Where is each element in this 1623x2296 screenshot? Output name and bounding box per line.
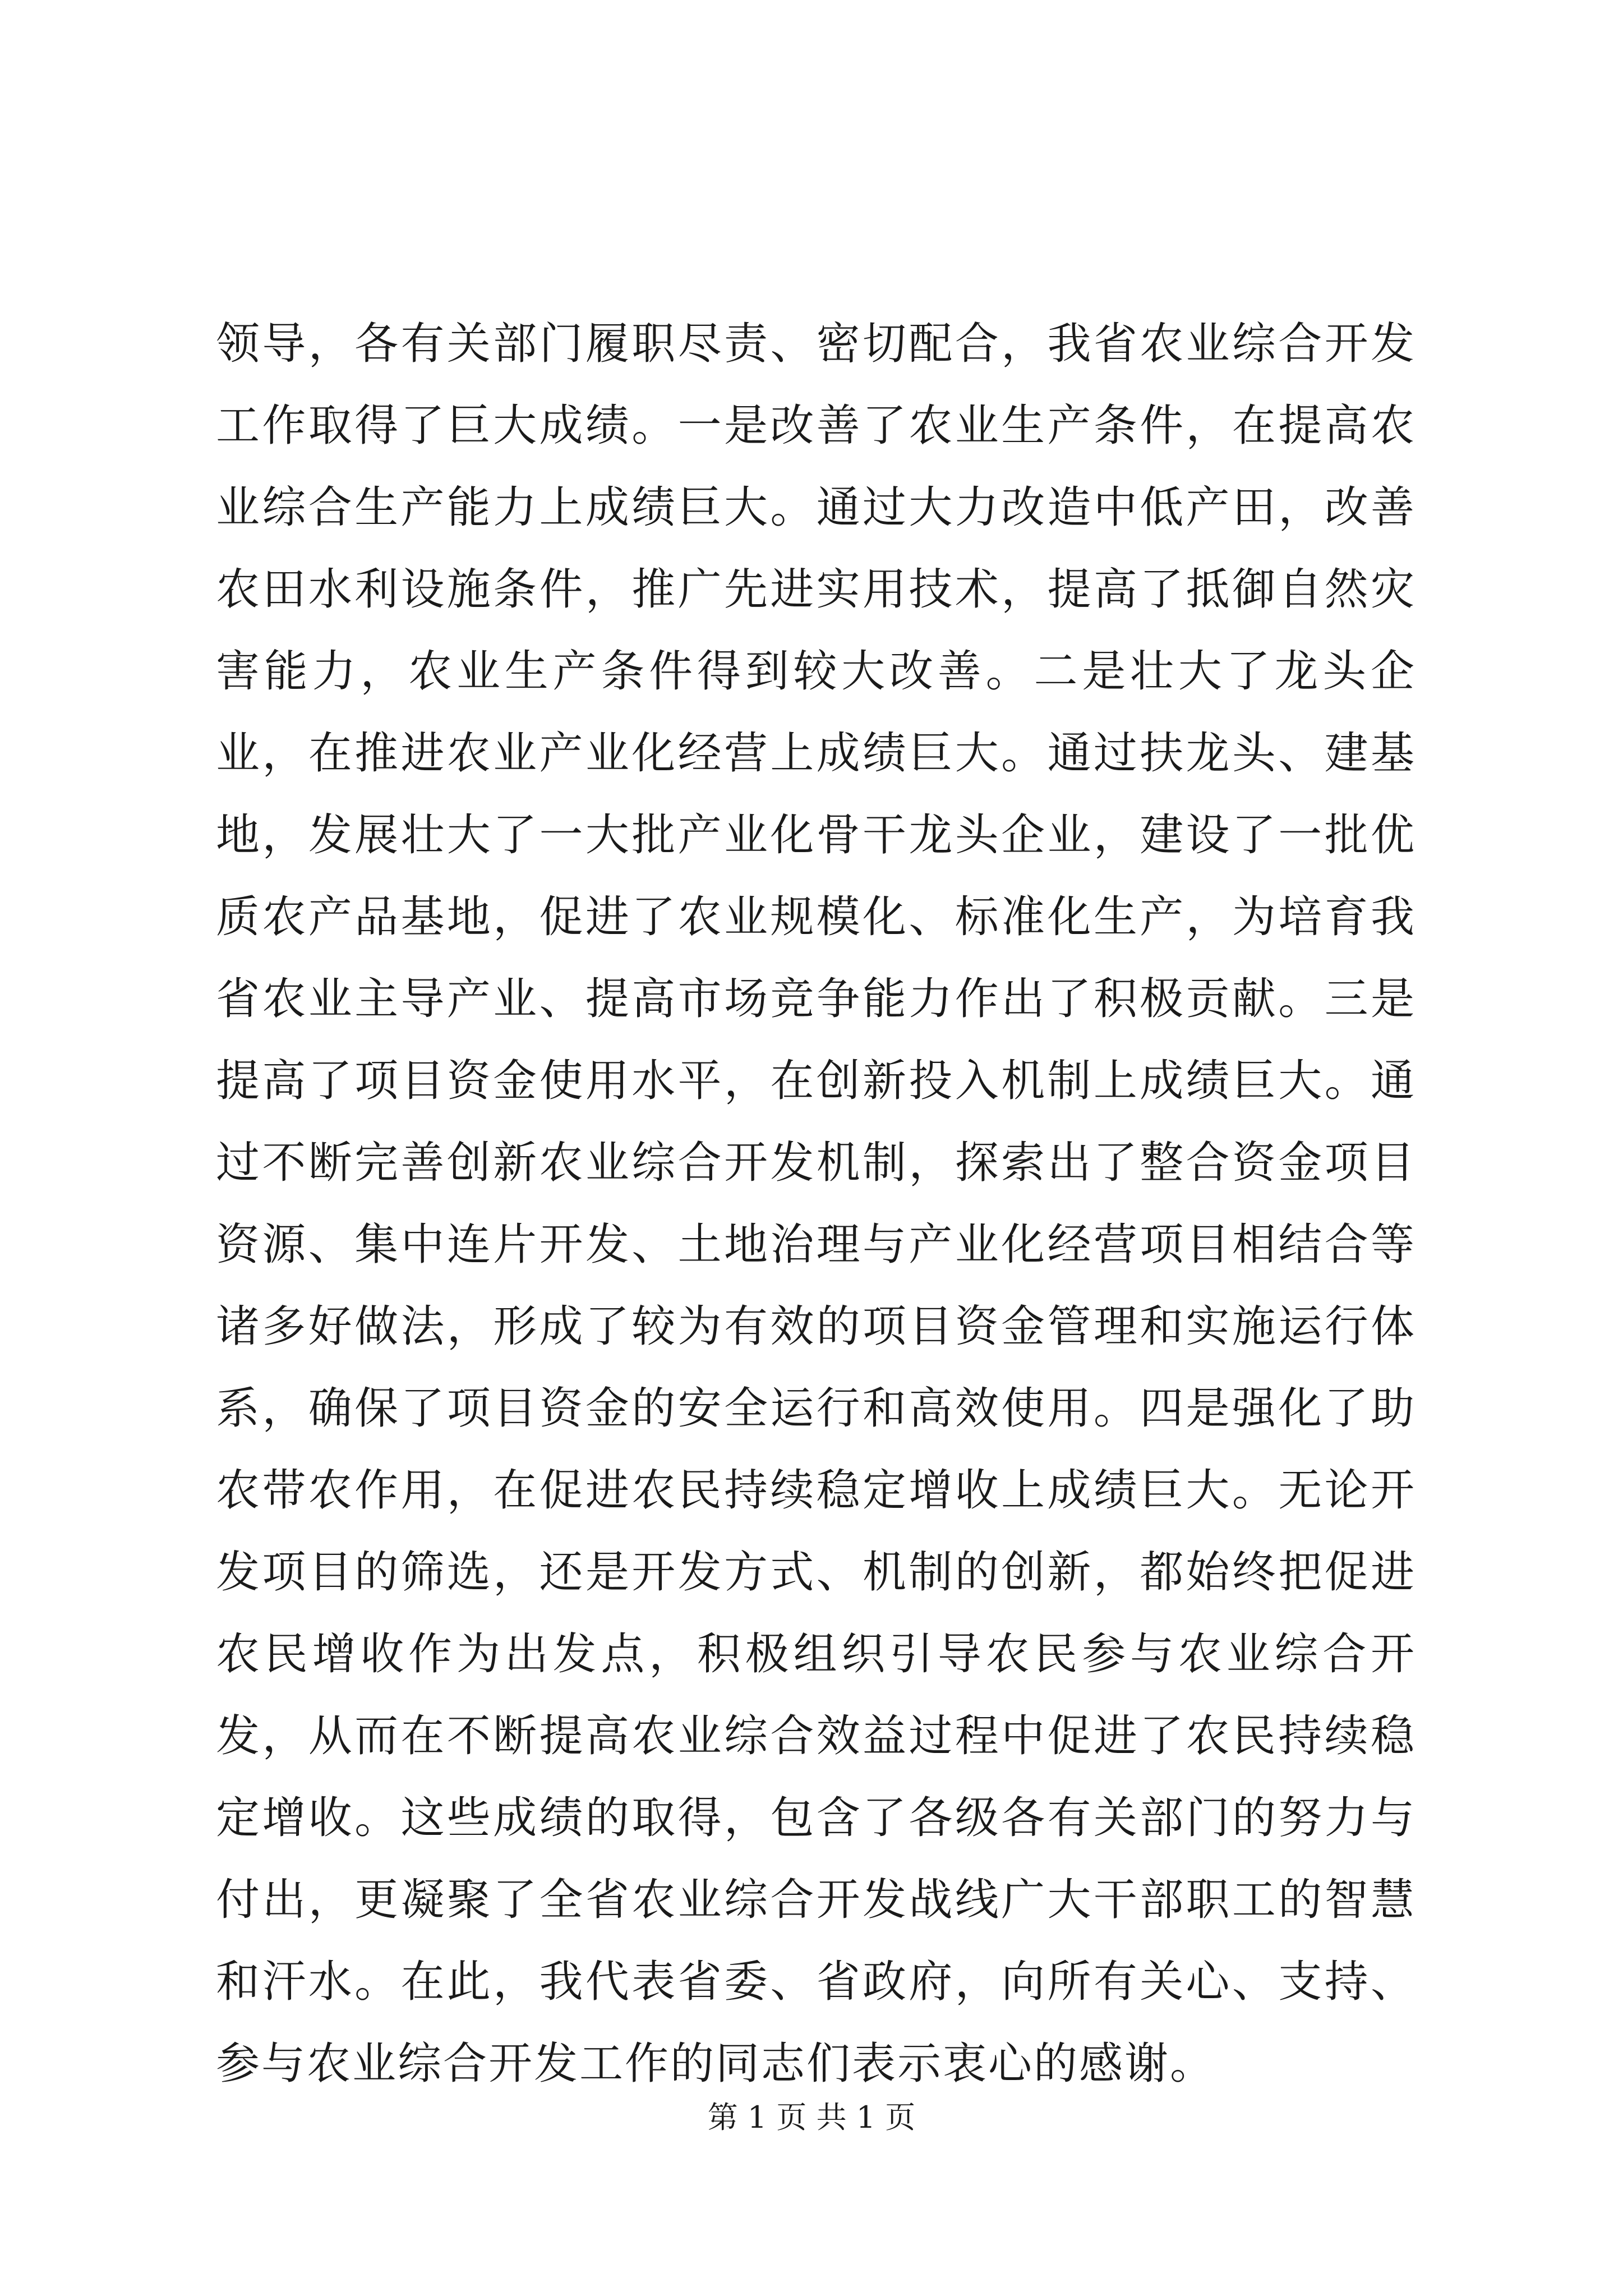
page-footer: 第 1 页 共 1 页: [707, 2100, 916, 2135]
body-paragraph: 领导，各有关部门履职尽责、密切配合，我省农业综合开发工作取得了巨大成绩。一是改善了农业生产条件，在提高农业综合生产能力上成绩巨大。通过大力改造中低产田，改善农田水利设施条件，推广先进实用技术，提高了抵御自然灾害能力，农业生产条件得到较大改善。二是壮大了龙头企业，在推进农业产业化经营上成绩巨大。通过扶龙头、建基地，发展壮大了一大批产业化骨干龙头企业，建设了一批优质农产品基地，促进了农业规模化、标准化生产，为培育我省农业主导产业、提高市场竞争能力作出了积极贡献。三是提高了项目资金使用水平，在创新投入机制上成绩巨大。通过不断完善创新农业综合开发机制，探索出了整合资金项目资源、集中连片开发、土地治理与产业化经营项目相结合等诸多好做法，形成了较为有效的项目资金管理和实施运行体系，确保了项目资金的安全运行和高效使用。四是强化了助农带农作用，在促进农民持续稳定增收上成绩巨大。无论开发项目的筛选，还是开发方式、机制的创新，都始终把促进农民增收作为出发点，积极组织引导农民参与农业综合开发，从而在不断提高农业综合效益过程中促进了农民持续稳定增收。这些成绩的取得，包含了各级各有关部门的努力与付出，更凝聚了全省农业综合开发战线广大干部职工的智慧和汗水。在此，我代表省委、省政府，向所有关心、支持、参与农业综合开发工作的同志们表示衷心的感谢。: [216, 319, 1416, 2089]
